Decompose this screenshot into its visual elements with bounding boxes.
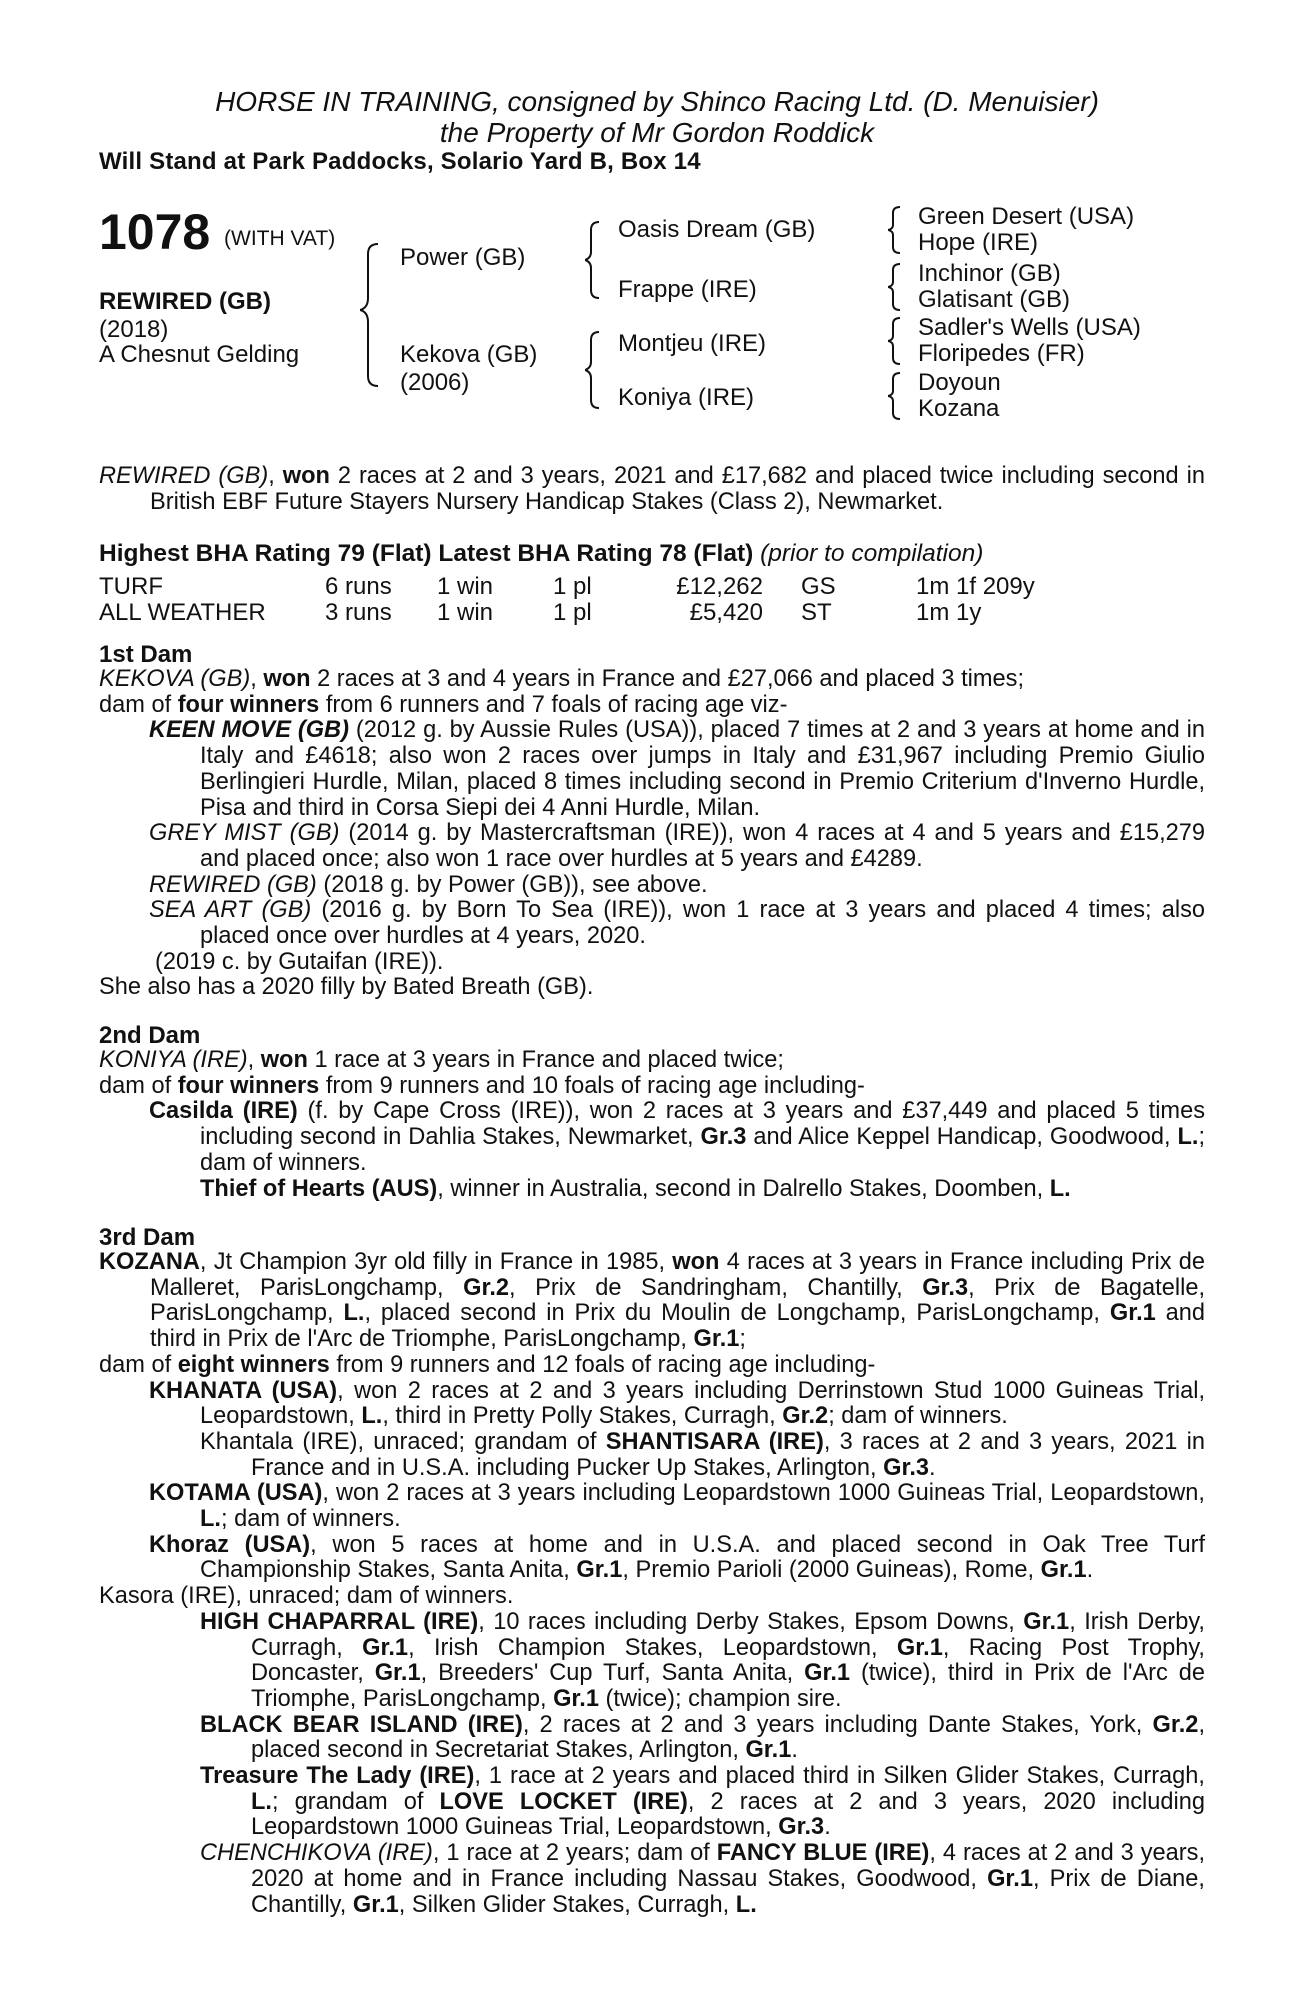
dam3-text: 4 races at 3 years in France including Prix de Malleret, ParisLongchamp, xyxy=(150,1249,1205,1301)
progeny-name: SHANTISARA (IRE) xyxy=(605,1428,824,1455)
progeny-text: , Irish Derby, Curragh, xyxy=(251,1608,1205,1661)
dam1-won: won xyxy=(263,666,311,692)
pedigree-dam: Kekova (GB) xyxy=(400,341,538,368)
progeny-name: CHENCHIKOVA (IRE) xyxy=(200,1840,433,1867)
pedigree-dam-dam: Koniya (IRE) xyxy=(618,384,755,411)
placed-cell: 1 pl xyxy=(553,573,592,600)
pedigree-g2: Hope (IRE) xyxy=(918,229,1039,256)
wins-cell: 1 win xyxy=(437,573,494,600)
progeny-name: Thief of Hearts (AUS) xyxy=(200,1175,438,1202)
progeny-text: Kasora (IRE), unraced; dam of winners. xyxy=(99,1583,514,1610)
grade-label: Gr.1 xyxy=(362,1634,409,1661)
grade-label: Gr.1 xyxy=(1109,1300,1156,1327)
dam1-name: KEKOVA (GB) xyxy=(99,666,251,692)
race-summary: REWIRED (GB), won 2 races at 2 and 3 years, 2021 and £17,682 and placed twice including second in British EBF Future Stayers Nursery Handicap Stakes (Class 2), Newmarket. xyxy=(99,463,1205,515)
progeny-name: REWIRED (GB) xyxy=(149,871,317,898)
dam2-name: KONIYA (IRE) xyxy=(99,1047,248,1073)
summary-horse-name: REWIRED (GB) xyxy=(99,463,269,489)
progeny-name: SEA ART (GB) xyxy=(149,897,312,924)
dam3-text: , Prix de Bagatelle, ParisLongchamp, xyxy=(150,1274,1205,1327)
grade-label: Gr.1 xyxy=(693,1326,740,1353)
dam3-text: , Jt Champion 3yr old filly in France in 1985, xyxy=(199,1249,673,1275)
surface-cell: ALL WEATHER xyxy=(99,599,266,626)
progeny-name: KHANATA (USA) xyxy=(149,1377,338,1404)
distance-cell: 1m 1f 209y xyxy=(916,573,1035,600)
pedigree-brace-g2 xyxy=(888,262,912,312)
foaling-year: (2018) xyxy=(99,316,169,343)
grade-label: Gr.2 xyxy=(1152,1711,1199,1738)
progeny-unnamed: (2019 c. by Gutaifan (IRE)). xyxy=(155,948,444,975)
progeny-name: Khoraz (USA) xyxy=(149,1531,311,1558)
progeny-text: ; grandam of xyxy=(271,1788,440,1815)
dam1-runners: from 6 runners and 7 foals of racing age viz- xyxy=(319,691,788,718)
third-dam-heading: 3rd Dam xyxy=(99,1224,196,1251)
grade-label: Gr.1 xyxy=(352,1891,399,1918)
grade-label: Gr.1 xyxy=(1023,1608,1070,1635)
pedigree-dam-year: (2006) xyxy=(400,369,470,396)
progeny-text: , 1 race at 2 years and placed third in Silken Glider Stakes, Curragh, xyxy=(474,1763,1205,1790)
pedigree-brace-g1 xyxy=(888,205,912,255)
grade-label: Gr.1 xyxy=(745,1737,792,1764)
grade-label: Gr.1 xyxy=(374,1660,421,1687)
pedigree-sire-sire: Oasis Dream (GB) xyxy=(618,216,816,243)
progeny-name: Casilda (IRE) xyxy=(149,1098,298,1125)
pedigree-g4: Glatisant (GB) xyxy=(918,286,1071,313)
grade-label: Gr.3 xyxy=(883,1454,930,1481)
consignor-line: HORSE IN TRAINING, consigned by Shinco Racing Ltd. (D. Menuisier) xyxy=(215,86,1099,117)
progeny-text: , won 5 races at home and in U.S.A. and placed second in Oak Tree Turf Championship Stakes, Santa Anita, xyxy=(200,1531,1205,1584)
dam3-text: and third in Prix de l'Arc de Triomphe, ParisLongchamp, xyxy=(150,1300,1206,1353)
stand-location: Will Stand at Park Paddocks, Solario Yard B, Box 14 xyxy=(99,148,701,175)
grade-label: Gr.1 xyxy=(576,1557,623,1584)
grade-label: L. xyxy=(1049,1175,1071,1202)
pedigree-brace-g3 xyxy=(888,316,912,366)
progeny-text: , Breeders' Cup Turf, Santa Anita, xyxy=(420,1660,805,1687)
progeny-name: HIGH CHAPARRAL (IRE) xyxy=(200,1608,479,1635)
pedigree-g3: Inchinor (GB) xyxy=(918,260,1061,287)
progeny-name: FANCY BLUE (IRE) xyxy=(716,1840,930,1867)
dam2-winners: four winners xyxy=(177,1072,320,1099)
lot-number: 1078 xyxy=(99,204,211,260)
progeny-text: , 2 races at 2 and 3 years, 2020 including Leopardstown 1000 Guineas Trial, Leopardstown, xyxy=(251,1788,1205,1841)
progeny-text: (f. by Cape Cross (IRE)), won 2 races at 3 years and £37,449 and placed 5 times including second in Dahlia Stakes, Newmarket, xyxy=(200,1098,1206,1151)
going-cell: GS xyxy=(801,573,836,600)
progeny-text: and Alice Keppel Handicap, Goodwood, xyxy=(746,1124,1178,1151)
runs-cell: 3 runs xyxy=(325,599,392,626)
dam2-text: 1 race at 3 years in France and placed twice; xyxy=(307,1047,784,1073)
progeny-text: , Silken Glider Stakes, Curragh, xyxy=(398,1891,736,1918)
dam1-dam-of: dam of xyxy=(99,691,178,718)
distance-cell: 1m 1y xyxy=(916,599,982,626)
progeny-text: (twice), third in Prix de l'Arc de Triomphe, ParisLongchamp, xyxy=(251,1660,1205,1712)
grade-label: L. xyxy=(200,1506,221,1533)
prize-cell: £12,262 xyxy=(676,573,763,600)
dam2-dam-of: dam of xyxy=(99,1072,178,1099)
going-cell: ST xyxy=(801,599,832,626)
progeny-name: KEEN MOVE (GB) xyxy=(149,717,349,744)
grade-label: L. xyxy=(251,1788,272,1815)
second-dam-heading: 2nd Dam xyxy=(99,1022,201,1049)
progeny-text: (2016 g. by Born To Sea (IRE)), won 1 race at 3 years and placed 4 times; also placed once over hurdles at 4 years, 2020. xyxy=(200,897,1205,950)
dam3-runners: from 9 runners and 12 foals of racing age including- xyxy=(329,1351,876,1378)
progeny-text: . xyxy=(791,1737,798,1764)
pedigree-g7: Doyoun xyxy=(918,369,1001,396)
progeny-text: , Prix de Diane, Chantilly, xyxy=(251,1865,1205,1918)
progeny-name: Treasure The Lady (IRE) xyxy=(200,1763,475,1790)
dam1-text: 2 races at 3 and 4 years in France and £27,066 and placed 3 times; xyxy=(310,666,1025,692)
first-dam-heading: 1st Dam xyxy=(99,641,193,668)
vat-label: (WITH VAT) xyxy=(224,227,336,250)
progeny-text: . xyxy=(929,1454,936,1481)
pedigree-brace-g4 xyxy=(888,371,912,421)
dam1-winners: four winners xyxy=(177,691,320,718)
grade-label: L. xyxy=(361,1403,383,1430)
pedigree-brace-main xyxy=(360,236,400,396)
grade-label: L. xyxy=(343,1300,365,1327)
progeny-text: . xyxy=(824,1814,831,1841)
surface-cell: TURF xyxy=(99,573,163,600)
grade-label: Gr.1 xyxy=(1040,1557,1087,1584)
progeny-text: (2012 g. by Aussie Rules (USA)), placed 7 times at 2 and 3 years at home and in Italy and £4618; also won 2 races over jumps in Italy and £31,967 including Premio Giulio Berlingieri Hurdle, Milan, placed 8 times including second in Premio Criterium d'Inverno Hurdle, Pisa and third in Corsa Siepi dei 4 Anni Hurdle, Milan. xyxy=(200,717,1205,821)
pedigree-brace-sire xyxy=(585,220,615,300)
progeny-text: ; dam of winners. xyxy=(200,1124,1205,1176)
first-dam-section: KEKOVA (GB), won 2 races at 3 and 4 years in France and £27,066 and placed 3 times; dam of four winners from 6 runners and 7 foals of racing age viz- KEEN MOVE (GB) (2012 g. by Aussie Rules (USA)), placed 7 times at 2 and 3 years at home and in Italy and £4618; also won 2 races over jumps in Italy and £31,967 including Premio Giulio Berlingieri Hurdle, Milan, placed 8 times including second in Premio Criterium d'Inverno Hurdle, Pisa and third in Corsa Siepi dei 4 Anni Hurdle, Milan. GREY MIST (GB) (2014 g. by Mastercraftsman (IRE)), won 4 races at 4 and 5 years and £15,279 and placed once; also won 1 race over hurdles at 5 years and £4289. REWIRED (GB) (2018 g. by Power (GB)), see above. SEA ART (GB) (2016 g. by Born To Sea (IRE)), won 1 race at 3 years and placed 4 times; also placed once over hurdles at 4 years, 2020. (2019 c. by Gutaifan (IRE)). She also has a 2020 filly by Bated Breath (GB). xyxy=(99,666,1205,1001)
grade-label: Gr.1 xyxy=(896,1634,943,1661)
horse-description: A Chesnut Gelding xyxy=(99,341,300,368)
grade-label: Gr.3 xyxy=(922,1274,969,1301)
grade-label: Gr.2 xyxy=(782,1403,829,1430)
progeny-2020-filly: She also has a 2020 filly by Bated Breath (GB). xyxy=(99,974,594,1001)
pedigree-brace-dam xyxy=(585,330,615,410)
second-dam-section: KONIYA (IRE), won 1 race at 3 years in France and placed twice; dam of four winners from 9 runners and 10 foals of racing age including- Casilda (IRE) (f. by Cape Cross (IRE)), won 2 races at 3 years and £37,449 and placed 5 times including second in Dahlia Stakes, Newmarket, Gr.3 and Alice Keppel Handicap, Goodwood, L.; dam of winners. Thief of Hearts (AUS), winner in Australia, second in Dalrello Stakes, Doomben, L. xyxy=(99,1047,1206,1202)
rating-title: Highest BHA Rating 79 (Flat) Latest BHA Rating 78 (Flat) xyxy=(99,540,754,567)
table-row xyxy=(99,574,1035,600)
summary-won: won xyxy=(282,463,330,489)
progeny-text: , winner in Australia, second in Dalrello Stakes, Doomben, xyxy=(437,1175,1050,1202)
progeny-text: , Racing Post Trophy, Doncaster, xyxy=(251,1634,1205,1687)
wins-cell: 1 win xyxy=(437,599,494,626)
pedigree-g6: Floripedes (FR) xyxy=(918,340,1085,367)
progeny-text: . xyxy=(1086,1557,1094,1584)
grade-label: Gr.2 xyxy=(463,1274,510,1301)
table-row xyxy=(99,600,1035,626)
progeny-text: Khantala (IRE), unraced; grandam of xyxy=(200,1428,606,1455)
rating-note: (prior to compilation) xyxy=(760,540,984,567)
progeny-text: , Premio Parioli (2000 Guineas), Rome, xyxy=(622,1557,1041,1584)
placed-cell: 1 pl xyxy=(553,599,592,626)
runs-cell: 6 runs xyxy=(325,573,392,600)
progeny-text: , third in Pretty Polly Stakes, Curragh, xyxy=(382,1403,783,1430)
rating-heading xyxy=(99,540,983,568)
pedigree-dam-sire: Montjeu (IRE) xyxy=(618,330,767,357)
grade-label: Gr.1 xyxy=(804,1660,851,1687)
grade-label: Gr.3 xyxy=(700,1124,747,1151)
dam3-text: , placed second in Prix du Moulin de Longchamp, ParisLongchamp, xyxy=(364,1300,1110,1327)
dam3-text: ; xyxy=(739,1326,746,1353)
prize-cell: £5,420 xyxy=(689,599,763,626)
progeny-text: (2018 g. by Power (GB)), see above. xyxy=(316,871,708,898)
progeny-text: , 1 race at 2 years; dam of xyxy=(432,1840,717,1867)
progeny-text: , 10 races including Derby Stakes, Epsom Downs, xyxy=(478,1608,1024,1635)
grade-label: L. xyxy=(1177,1124,1199,1151)
progeny-text: , 2 races at 2 and 3 years including Dante Stakes, York, xyxy=(522,1711,1153,1738)
property-line: the Property of Mr Gordon Roddick xyxy=(439,117,875,148)
progeny-text: ; dam of winners. xyxy=(220,1506,401,1533)
pedigree-g1: Green Desert (USA) xyxy=(918,203,1135,230)
dam3-won: won xyxy=(672,1249,720,1275)
dam2-won: won xyxy=(260,1047,308,1073)
grade-label: L. xyxy=(735,1891,757,1918)
horse-name: REWIRED (GB) xyxy=(99,288,271,315)
race-record-table xyxy=(99,574,1035,626)
progeny-name: BLACK BEAR ISLAND (IRE) xyxy=(200,1711,523,1738)
progeny-name: KOTAMA (USA) xyxy=(149,1480,323,1507)
progeny-text: (twice); champion sire. xyxy=(598,1685,842,1712)
pedigree-sire-dam: Frappe (IRE) xyxy=(618,276,757,303)
progeny-name: LOVE LOCKET (IRE) xyxy=(439,1788,688,1815)
pedigree-sire: Power (GB) xyxy=(400,244,526,271)
pedigree-g5: Sadler's Wells (USA) xyxy=(918,314,1141,341)
grade-label: Gr.3 xyxy=(778,1814,825,1841)
progeny-text: (2014 g. by Mastercraftsman (IRE)), won 4 races at 4 and 5 years and £15,279 and placed once; also won 1 race over hurdles at 5 years and £4289. xyxy=(200,820,1205,872)
dam2-runners: from 9 runners and 10 foals of racing age including- xyxy=(319,1072,865,1099)
progeny-name: GREY MIST (GB) xyxy=(149,820,340,847)
progeny-text: , 4 races at 2 and 3 years, 2020 at home and in France including Nassau Stakes, Goodwood, xyxy=(251,1840,1205,1892)
pedigree-g8: Kozana xyxy=(918,395,1000,422)
progeny-text: , placed second in Secretariat Stakes, Arlington, xyxy=(251,1711,1205,1764)
summary-text: 2 races at 2 and 3 years, 2021 and £17,682 and placed twice including second in British EBF Future Stayers Nursery Handicap Stakes (Class 2), Newmarket. xyxy=(150,463,1205,515)
third-dam-section xyxy=(99,1250,1205,1918)
progeny-text: , won 2 races at 2 and 3 years including Derrinstown Stud 1000 Guineas Trial, Leopardstown, xyxy=(200,1377,1205,1430)
progeny-text: , Irish Champion Stakes, Leopardstown, xyxy=(408,1634,897,1661)
dam3-winners: eight winners xyxy=(177,1351,330,1378)
dam3-dam-of: dam of xyxy=(99,1351,178,1378)
progeny-text: ; dam of winners. xyxy=(828,1403,1008,1430)
progeny-text: , won 2 races at 3 years including Leopardstown 1000 Guineas Trial, Leopardstown, xyxy=(322,1480,1205,1507)
dam3-text: , Prix de Sandringham, Chantilly, xyxy=(509,1274,923,1301)
grade-label: Gr.1 xyxy=(553,1685,599,1712)
grade-label: Gr.1 xyxy=(987,1865,1033,1892)
dam3-name: KOZANA xyxy=(99,1249,200,1275)
progeny-text: , 3 races at 2 and 3 years, 2021 in France and in U.S.A. including Pucker Up Stakes, Arlington, xyxy=(251,1428,1205,1481)
